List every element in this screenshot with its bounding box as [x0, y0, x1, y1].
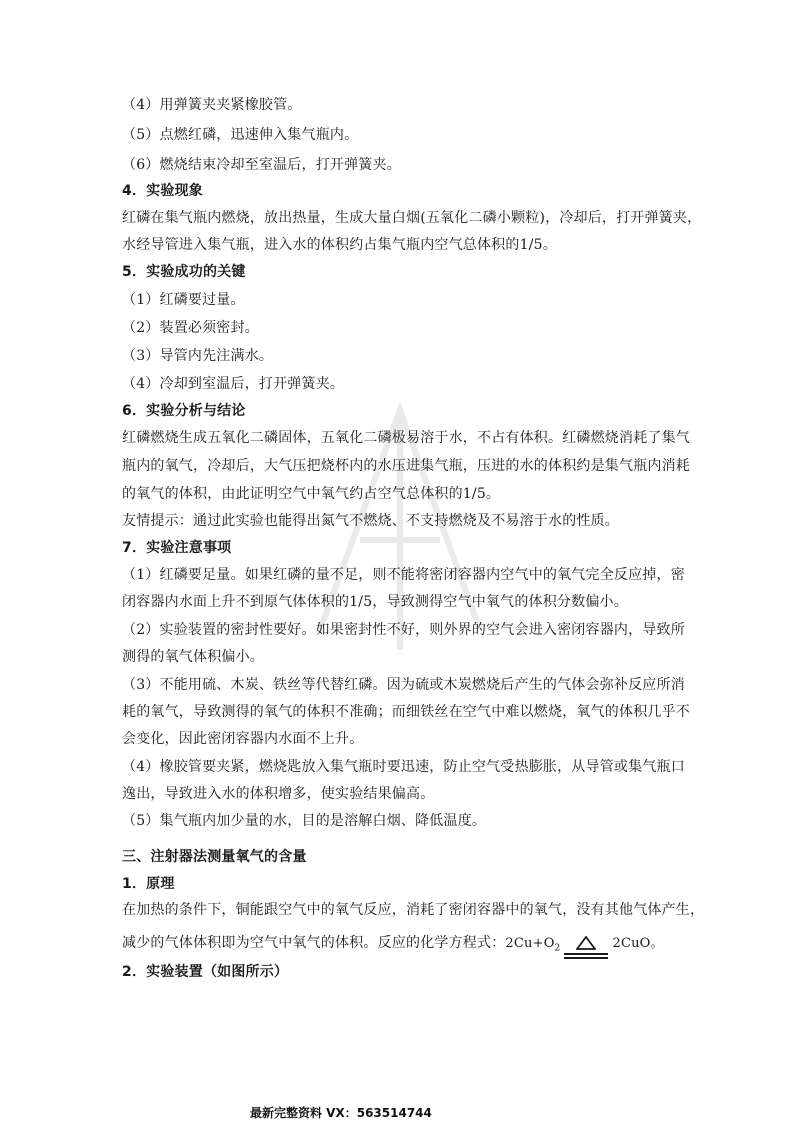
paragraph-line: 会变化，因此密闭容器内水面不上升。 [122, 731, 364, 747]
paragraph-line: 在加热的条件下，铜能跟空气中的氧气反应，消耗了密闭容器中的氧气，没有其他气体产生， [122, 902, 705, 918]
step-4: （4）用弹簧夹夹紧橡胶管。 [122, 97, 302, 113]
section-heading-phenomenon: 4．实验现象 [122, 183, 203, 199]
equation-reactants: $2Cu+O_2$ [505, 936, 561, 954]
section-heading-key: 5．实验成功的关键 [122, 264, 246, 280]
list-item: （4）冷却到室温后，打开弹簧夹。 [122, 376, 345, 392]
list-item: （2）装置必须密封。 [122, 320, 259, 336]
step-5: （5）点燃红磷，迅速伸入集气瓶内。 [122, 127, 359, 143]
equation-lead-text: 减少的气体体积即为空气中氧气的体积。反应的化学方程式： [122, 935, 506, 951]
equation-line [122, 928, 692, 958]
subheading-principle: 1．原理 [122, 876, 175, 892]
paragraph-line: （5）集气瓶内加少量的水，目的是溶解白烟、降低温度。 [122, 813, 487, 829]
watermark-logo [300, 390, 500, 670]
paragraph-line: 耗的氧气，导致测得的氧气的体积不准确；而细铁丝在空气中难以燃烧，氧气的体积几乎不 [122, 704, 690, 720]
section-heading-notes: 7．实验注意事项 [122, 540, 232, 556]
paragraph-line: （1）红磷要足量。如果红磷的量不足，则不能将密闭容器内空气中的氧气完全反应掉，密 [122, 567, 685, 583]
paragraph-line: 闭容器内水面上升不到原气体体积的1/5，导致测得空气中氧气的体积分数偏小。 [122, 594, 628, 610]
heat-condition-sign [562, 936, 610, 964]
paragraph-line: 的氧气的体积，由此证明空气中氧气约占空气总体积的1/5。 [122, 486, 501, 502]
delta-icon [576, 936, 596, 950]
list-item: （3）导管内先注满水。 [122, 348, 274, 364]
paragraph-line: （2）实验装置的密封性要好。如果密封性不好，则外界的空气会进入密闭容器内，导致所 [122, 622, 685, 638]
paragraph-line: （3）不能用硫、木炭、铁丝等代替红磷。因为硫或木炭燃烧后产生的气体会弥补反应所消 [122, 677, 685, 693]
footer-contact: 最新完整资料 VX：563514744 [250, 1106, 432, 1120]
paragraph-line: 逸出，导致进入水的体积增多，使实验结果偏高。 [122, 786, 435, 802]
step-6: （6）燃烧结束冷却至室温后，打开弹簧夹。 [122, 157, 401, 173]
paragraph-line: 测得的氧气体积偏小。 [122, 649, 264, 665]
paragraph-line: （4）橡胶管要夹紧，燃烧匙放入集气瓶时要迅速，防止空气受热膨胀，从导管或集气瓶口 [122, 759, 685, 775]
equation-product: 2CuO。 [612, 936, 664, 951]
paragraph-line: 水经导管进入集气瓶，进入水的体积约占集气瓶内空气总体积的1/5。 [122, 237, 557, 253]
subheading-apparatus: 2．实验装置（如图所示） [122, 964, 289, 980]
tip-line: 友情提示：通过此实验也能得出氮气不燃烧、不支持燃烧及不易溶于水的性质。 [122, 513, 619, 529]
section-heading-syringe: 三、注射器法测量氧气的含量 [122, 849, 307, 865]
paragraph-line: 红磷燃烧生成五氧化二磷固体，五氧化二磷极易溶于水，不占有体积。红磷燃烧消耗了集气 [122, 430, 690, 446]
paragraph-line: 红磷在集气瓶内燃烧，放出热量，生成大量白烟(五氧化二磷小颗粒)，冷却后，打开弹簧夹， [122, 210, 702, 226]
list-item: （1）红磷要过量。 [122, 292, 245, 308]
paragraph-line: 瓶内的氧气，冷却后，大气压把烧杯内的水压进集气瓶，压进的水的体积约是集气瓶内消耗 [122, 458, 690, 474]
section-heading-analysis: 6．实验分析与结论 [122, 403, 246, 419]
